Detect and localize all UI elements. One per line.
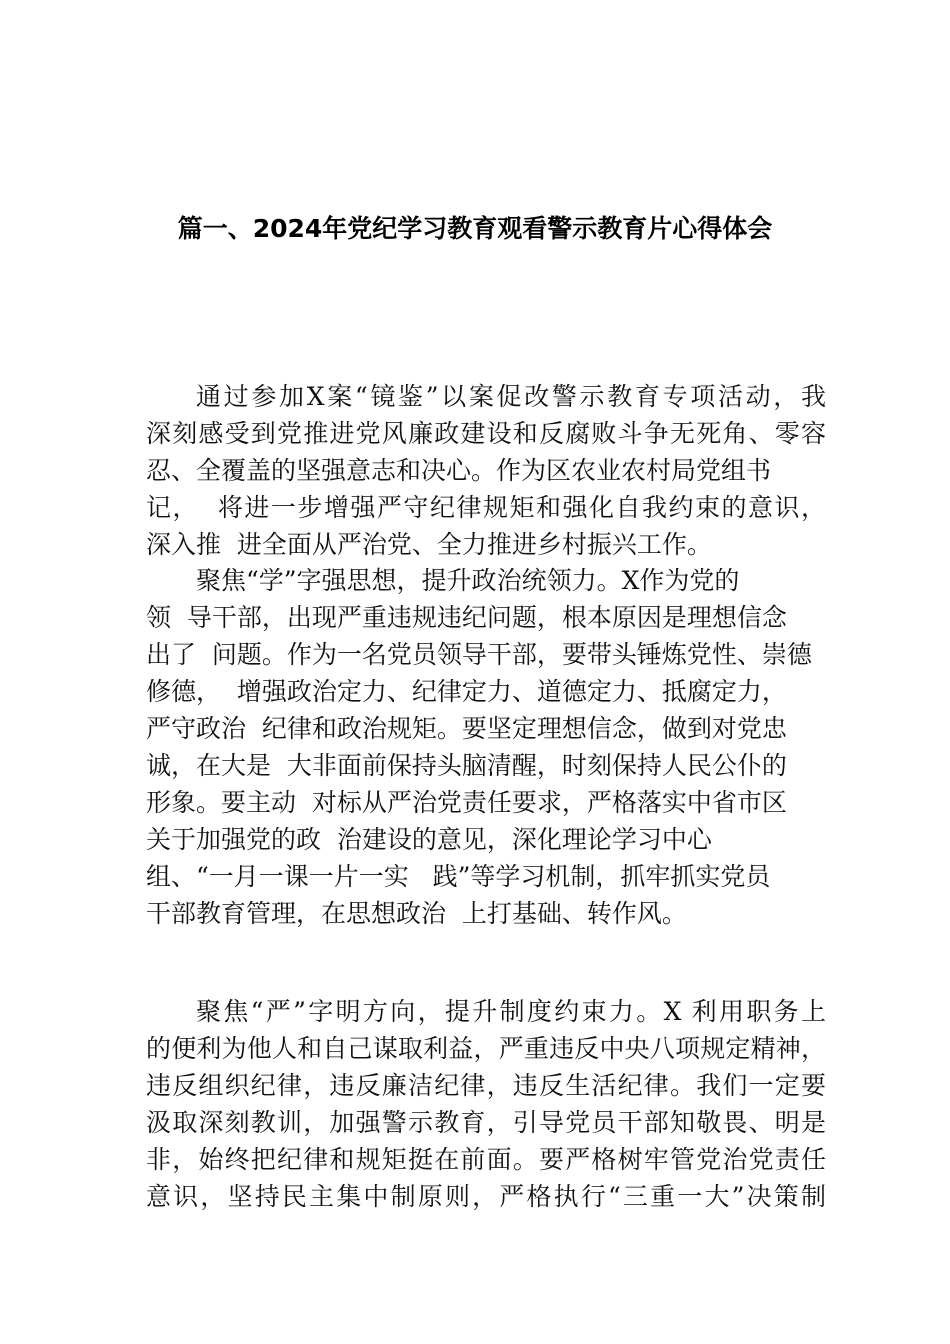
paragraph-line: 记， 将进一步增强严守纪律规矩和强化自我约束的意识， xyxy=(146,493,826,522)
paragraph-line: 聚焦“学”字强思想，提升政治统领力。X作为党的 xyxy=(196,566,740,595)
paragraph-line: 出了 问题。作为一名党员领导干部，要带头锤炼党性、崇德 xyxy=(146,640,812,669)
paragraph-line: 聚焦“严”字明方向，提升制度约束力。X 利用职务上 xyxy=(196,997,826,1026)
paragraph-line: 通过参加X案“镜鉴”以案促改警示教育专项活动，我 xyxy=(196,382,826,411)
paragraph-line: 非，始终把纪律和规矩挺在前面。要严格树牢管党治党责任 xyxy=(146,1145,826,1174)
paragraph-line: 违反组织纪律，违反廉洁纪律，违反生活纪律。我们一定要 xyxy=(146,1071,826,1100)
paragraph-line: 深刻感受到党推进党风廉政建设和反腐败斗争无死角、零容 xyxy=(146,419,826,448)
paragraph-line: 汲取深刻教训，加强警示教育，引导党员干部知敬畏、明是 xyxy=(146,1108,826,1137)
document-title: 篇一、2024年党纪学习教育观看警示教育片心得体会 xyxy=(177,214,773,243)
paragraph-line: 的便利为他人和自己谋取利益，严重违反中央八项规定精神， xyxy=(146,1034,826,1063)
paragraph-line: 意识，坚持民主集中制原则，严格执行“三重一大”决策制 xyxy=(146,1182,826,1211)
paragraph-1 xyxy=(146,378,826,563)
paragraph-line: 组、“一月一课一片一实 践”等学习机制，抓牢抓实党员 xyxy=(146,862,771,891)
paragraph-line: 诚，在大是 大非面前保持头脑清醒，时刻保持人民公仆的 xyxy=(146,751,787,780)
paragraph-line: 形象。要主动 对标从严治党责任要求，严格落实中省市区 xyxy=(146,788,787,817)
paragraph-line: 忍、全覆盖的坚强意志和决心。作为区农业农村局党组书 xyxy=(146,456,772,485)
paragraph-line: 严守政治 纪律和政治规矩。要坚定理想信念，做到对党忠 xyxy=(146,714,787,743)
paragraph-line: 深入推 进全面从严治党、全力推进乡村振兴工作。 xyxy=(146,530,712,559)
paragraph-line: 干部教育管理，在思想政治 上打基础、转作风。 xyxy=(146,899,687,928)
paragraph-3 xyxy=(146,993,826,1215)
paragraph-line: 关于加强党的政 治建设的意见，深化理论学习中心 xyxy=(146,825,712,854)
paragraph-2 xyxy=(146,562,826,932)
paragraph-line: 领 导干部，出现严重违规违纪问题，根本原因是理想信念 xyxy=(146,603,787,632)
paragraph-line: 修德， 增强政治定力、纪律定力、道德定力、抵腐定力， xyxy=(146,677,787,706)
